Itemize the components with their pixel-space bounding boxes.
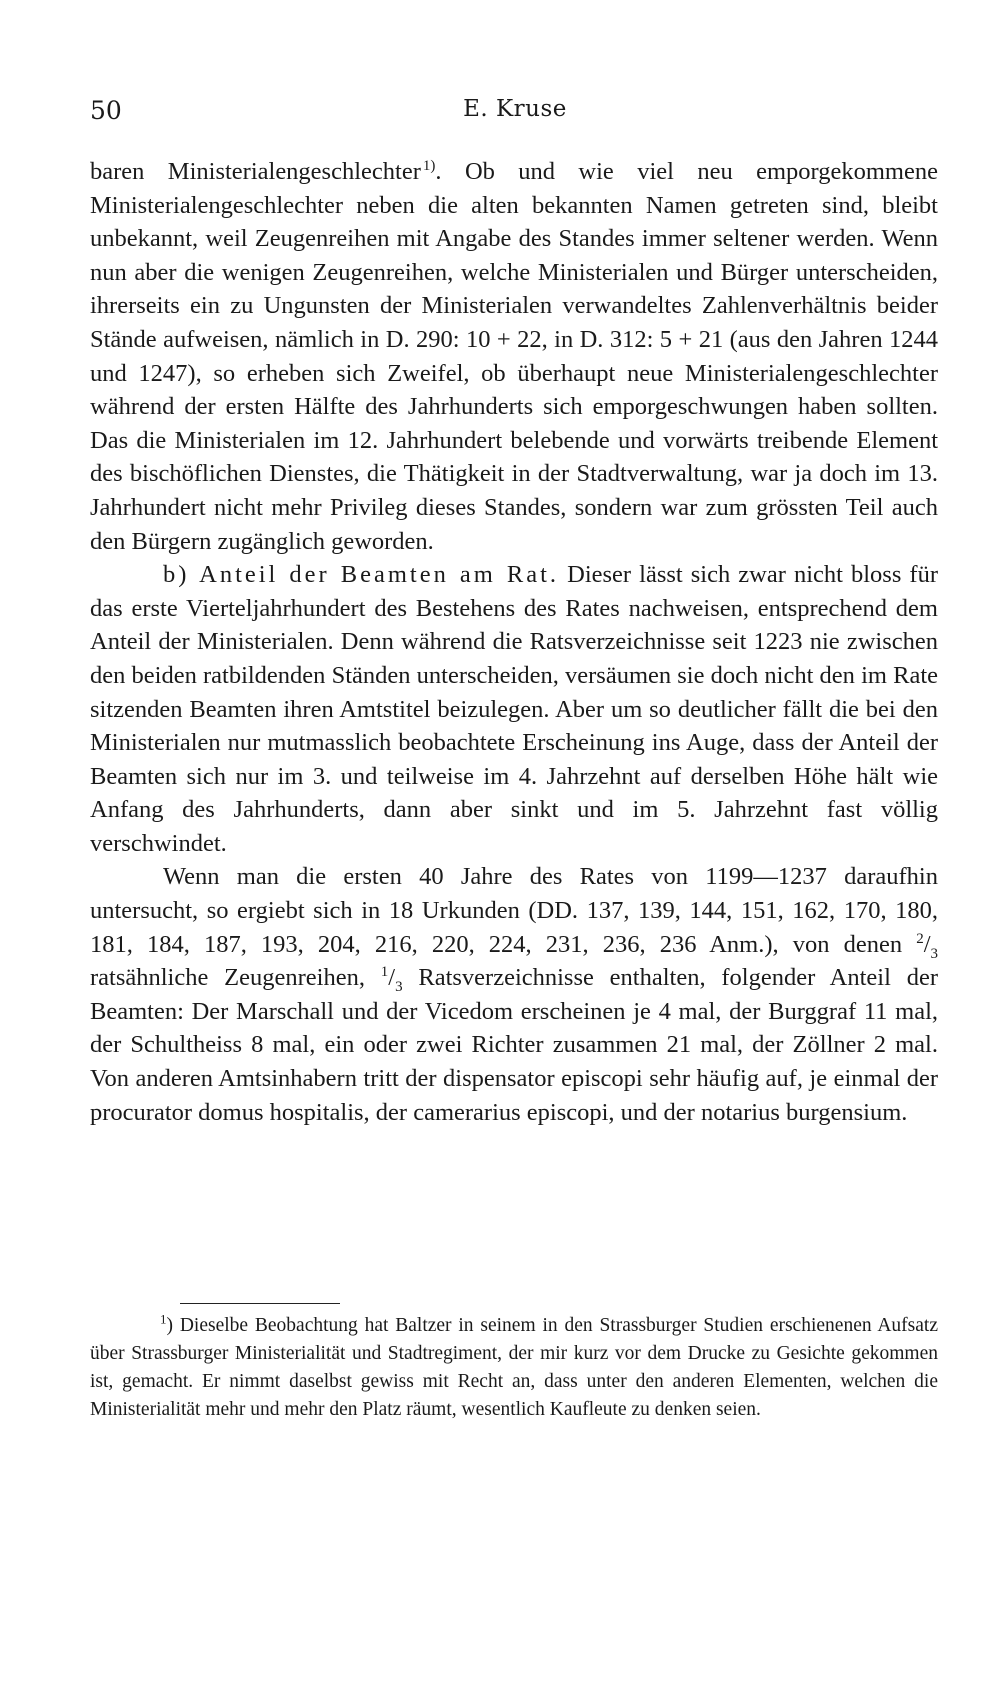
page-header [90,96,940,136]
section-heading: b) Anteil der Beamten am Rat. [163,561,560,589]
fraction-denominator: 3 [395,979,403,996]
footnotes [90,1312,938,1424]
paragraph-3-start: Wenn man die ersten 40 Jahre des Rates von 1199—1237 daraufhin untersucht, so ergiebt sich in 18 Urkunden (DD. 137, 139, 144, 151, 162, 170, 180, 181, 184, 187, 193, 204, 216, 220, 224, 231, 236, 236 Anm.), von denen [90,863,938,958]
paragraph-1-start: baren Ministerialengeschlechter [90,158,421,185]
footnote-reference: 1) [422,157,436,174]
page-number: 50 [90,96,122,125]
paragraph-2-text: Dieser lässt sich zwar nicht bloss für das erste Vierteljahrhundert des Bestehens des Rates nachweisen, entsprechend dem Anteil der Ministerialen. Denn während die Ratsverzeichnisse seit 1223 nie zwischen den beiden ratbildenden Ständen unterscheiden, versäumen sie doch nicht den im Rate sitzenden Beamten ihren Amtstitel beizulegen. Aber um so deutlicher fällt die bei den Ministerialen nur mutmasslich beobachtete Erscheinung ins Auge, dass der Anteil der Beamten sich nur im 3. und teilweise im 4. Jahrzehnt auf derselben Höhe hält wie Anfang des Jahrhunderts, dann aber sinkt und im 5. Jahrzehnt fast völlig verschwindet. [90,561,939,857]
paragraph-1 [90,155,938,558]
footnote [90,1312,938,1424]
paragraph-3-end: Ratsverzeichnisse enthalten, folgender Anteil der Beamten: Der Marschall und der Vicedom erscheinen je 4 mal, der Burggraf 11 mal, der Schultheiss 8 mal, ein oder zwei Richter zusammen 21 mal, der Zöllner 2 mal. Von anderen Amtsinhabern tritt der dispensator episcopi sehr häufig auf, je einmal der procurator domus hospitalis, der camerarius episcopi, und der notarius burgensium. [90,964,938,1126]
paragraph-3-middle: ratsähnliche Zeugenreihen, [90,964,381,992]
footnote-divider [180,1303,340,1304]
paragraph-1-rest: . Ob und wie viel neu emporgekommene Ministerialengeschlechter neben die alten bekannten Namen getreten sind, bleibt unbekannt, weil Zeugenreihen mit Angabe des Standes immer seltener werden. Wenn nun aber die wenigen Zeugenreihen, welche Ministerialen und Bürger unterscheiden, ihrerseits ein zu Ungunsten der Ministerialen verwandeltes Zahlenverhältnis beider Stände aufweisen, nämlich in D. 290: 10 + 22, in D. 312: 5 + 21 (aus den Jahren 1244 und 1247), so erheben sich Zweifel, ob überhaupt neue Ministerialengeschlechter während der ersten Hälfte des Jahrhunderts sich emporgeschwungen haben sollten. Das die Ministerialen im 12. Jahrhundert belebende und vorwärts treibende Element des bischöflichen Dienstes, die Thätigkeit in der Stadtverwaltung, war ja doch im 13. Jahrhundert nicht mehr Privileg dieses Standes, sondern war zum grössten Teil auch den Bürgern zugänglich geworden. [90,158,938,555]
paragraph-2 [90,558,938,860]
paragraph-3: Wenn man die ersten 40 Jahre des Rates von 1199—1237 daraufhin untersucht, so ergiebt sich in 18 Urkunden (DD. 137, 139, 144, 151, 162, 170, 180, 181, 184, 187, 193, 204, 216, 220, 224, 231, 236, 236 Anm.), von denen $^2/_3$ ratsähnliche Zeugenreihen, $^1/_3$ Ratsverzeichnisse enthalten, folgender Anteil der Beamten: Der Marschall und der Vicedom erscheinen je 4 mal, der Burggraf 11 mal, der Schultheiss 8 mal, ein oder zwei Richter zusammen 21 mal, der Zöllner 2 mal. Von anderen Amtsinhabern tritt der dispensator episcopi sehr häufig auf, je einmal der procurator domus hospitalis, der camerarius episcopi, und der notarius burgensium. [90,863,938,1126]
footnote-text: ) Dieselbe Beobachtung hat Baltzer in seinem in den Strassburger Studien erschienenen Aufsatz über Strassburger Ministerialität und Stadtregiment, der mir kurz vor dem Drucke zu Gesichte gekommen ist, gemacht. Er nimmt daselbst gewiss mit Recht an, dass unter den anderen Elementen, welchen die Ministerialität mehr und mehr den Platz räumt, wesentlich Kaufleute zu denken seien. [90,1315,938,1420]
fraction-denominator: 3 [930,945,938,962]
footnote-mark: 1 [160,1311,167,1327]
fraction-numerator: 2 [916,930,924,947]
fraction-numerator: 1 [380,964,389,981]
main-text [90,155,938,1129]
running-head: E. Kruse [463,96,567,122]
